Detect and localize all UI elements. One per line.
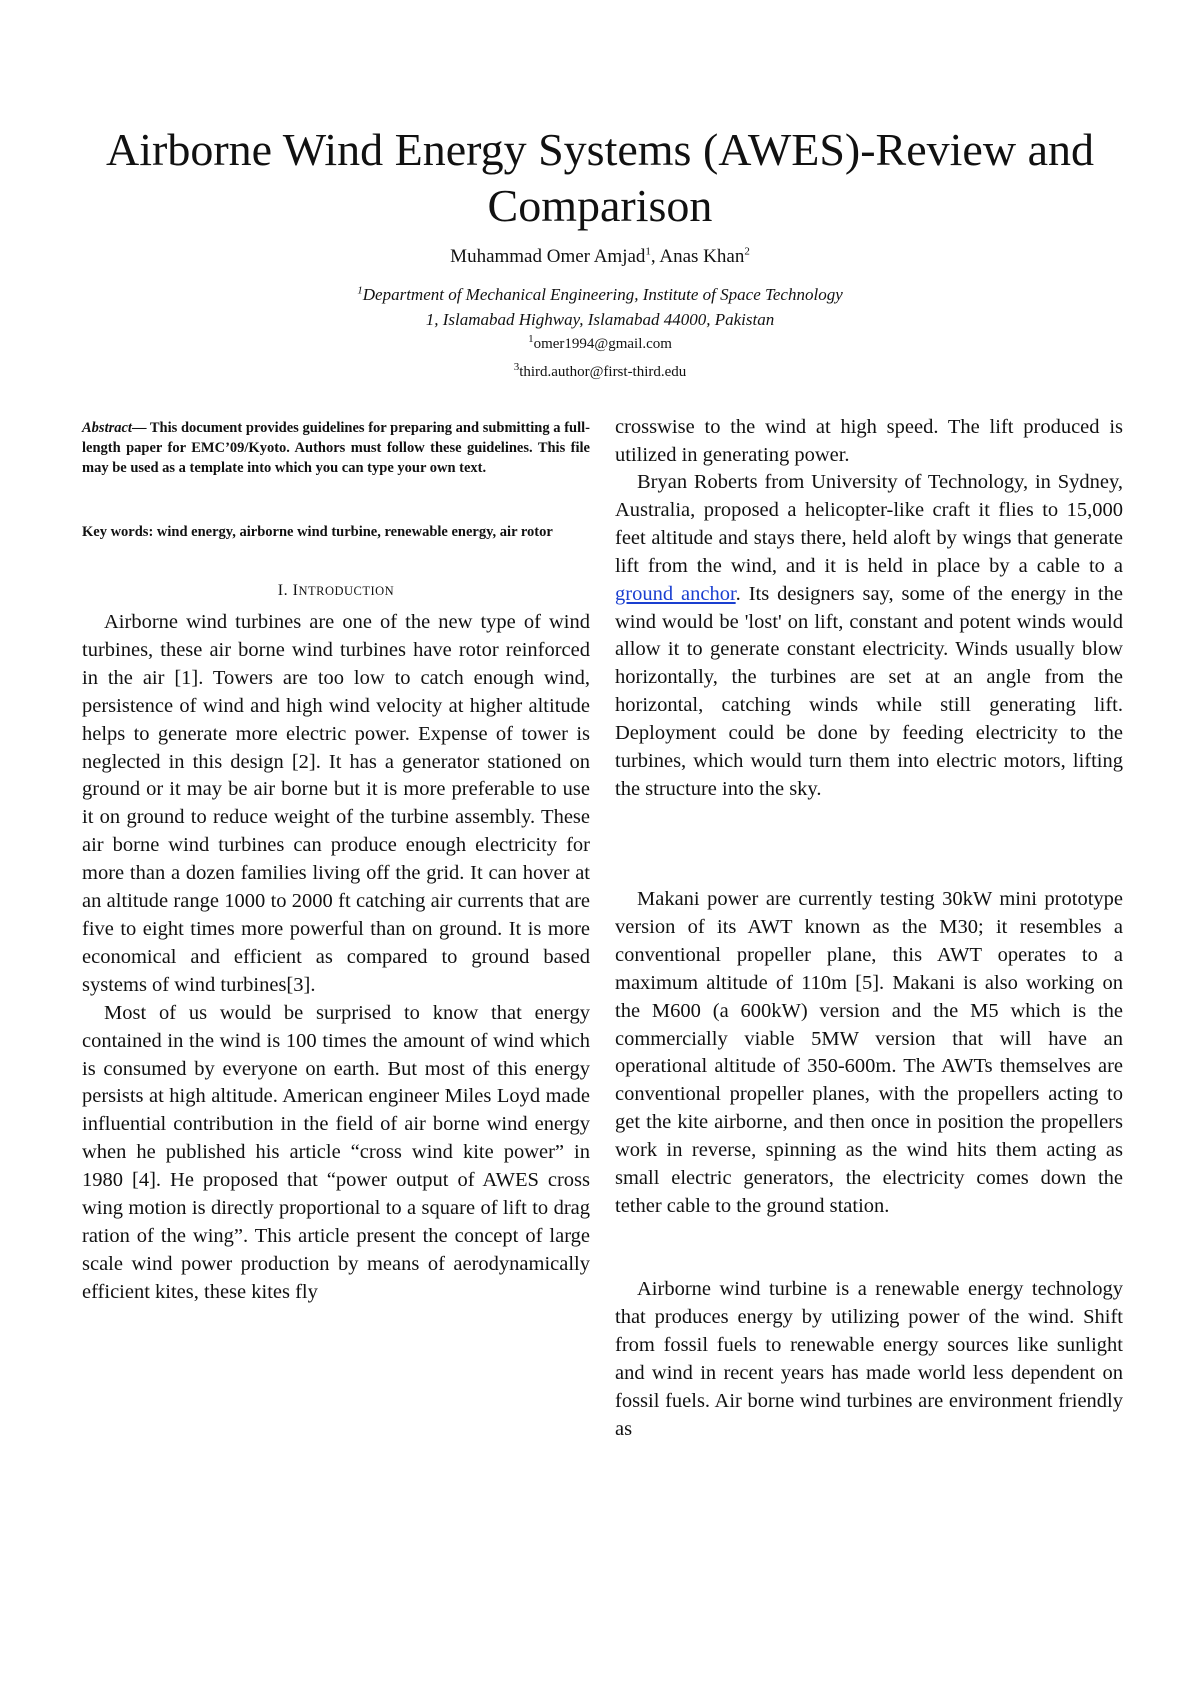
email-1-line (0, 333, 1200, 353)
intro-paragraph-2: Most of us would be surprised to know that energy contained in the wind is 100 times the amount of wind which is consumed by everyone on earth. But most of this energy persists at high altitude. American engineer Miles Loyd made influential contribution in the field of air borne wind energy when he published his article “cross wind kite power” in 1980 [4]. He proposed that “power output of AWES cross wing motion is directly proportional to a square of lift to drag ration of the wing”. This article present the concept of large scale wind power production by means of aerodynamically efficient kites, these kites fly (82, 1001, 590, 1303)
email-1[interactable]: omer1994@gmail.com (533, 336, 672, 352)
abstract-dash: — (131, 420, 147, 436)
abstract-label: Abstract (82, 420, 132, 436)
intro-paragraph-1: Airborne wind turbines are one of the new type of wind turbines, these air borne wind turbines have rotor reinforced in the air [1]. Towers are too low to catch enough wind, persistence of wind and high wind velocity at higher altitude helps to generate more electric power. Expense of tower is neglected in this design [2]. It has a generator stationed on ground or it may be air borne but it is more preferable to use it on ground to reduce weight of the turbine assembly. These air borne wind turbines can produce enough electricity for more than a dozen families living off the grid. It can hover at an altitude range 1000 to 2000 ft catching air currents that are five to eight times more powerful than on ground. It is more economical and efficient as compared to ground based systems of wind turbines[3]. (82, 611, 590, 996)
author-2-sup: 2 (744, 245, 750, 258)
paper-title: Airborne Wind Energy Systems (AWES)-Review and Comparison (106, 124, 1094, 231)
email-2-sup: 3 (513, 361, 520, 373)
affiliation-line-1: $^1$Department of Mechanical Engineering, Institute of Space Technology (357, 284, 843, 304)
affiliation-line-2: 1, Islamabad Highway, Islamabad 44000, Pakistan (425, 310, 775, 329)
affiliation (0, 282, 1200, 332)
ground-anchor-link[interactable]: ground anchor (615, 582, 736, 605)
author-1-sup: 1 (645, 245, 651, 258)
email-2-line (0, 361, 1200, 381)
author-separator: , (650, 246, 660, 267)
right-paragraph-bryan-roberts: Bryan Roberts from University of Technology, in Sydney, Australia, proposed a helicopter-like craft it flies to 15,000 feet altitude and stays there, held aloft by wings that generate lift from the wind, and it is held in place by a cable to a ground anchor. Its designers say, some of the energy in the wind would be 'lost' on lift, constant and potent winds would allow it to generate constant electricity. Winds usually blow horizontally, the turbines are set at an angle from the horizontal, catching winds while still generating lift. Deployment could be done by feeding electricity to the turbines, which would turn them into electric motors, lifting the structure into the sky. (615, 471, 1123, 800)
section-number: I. (277, 582, 289, 599)
left-column-body (82, 609, 590, 1307)
author-2: Anas Khan (659, 246, 745, 267)
right-paragraph-makani: Makani power are currently testing 30kW mini prototype version of its AWT known as the M30; it resembles a conventional propeller plane, this AWT operates to a maximum altitude of 110m [5]. Makani is also working on the M600 (a 600kW) version and the M5 which is the commercially viable 5MW version that will have an operational altitude of 350-600m. The AWTs themselves are conventional propeller planes, with the propellers acting to get the kite airborne, and then once in position the propellers work in reverse, spinning as the wind hits them acting as small electric generators, the electricity comes down the tether cable to the ground station. (615, 888, 1123, 1217)
right-paragraph-continuation: crosswise to the wind at high speed. The lift produced is utilized in generating power. (615, 416, 1123, 466)
affiliation-sup: 1 (357, 284, 363, 297)
email-2[interactable]: third.author@first-third.edu (519, 364, 687, 380)
author-1: Muhammad Omer Amjad (450, 246, 646, 267)
author-line (0, 246, 1200, 268)
abstract-text: This document provides guidelines for preparing and submitting a full-length paper for EMC’09/Kyoto. Authors must follow these guidelines. This file may be used as a template into which you can type your own text. (82, 420, 590, 476)
email-1-sup: 1 (528, 333, 534, 345)
abstract (82, 418, 590, 478)
section-first-letter: I (292, 582, 299, 599)
section-heading-introduction (82, 582, 590, 600)
keywords: Key words: wind energy, airborne wind turbine, renewable energy, air rotor (82, 524, 553, 540)
right-paragraph-renewable: Airborne wind turbine is a renewable energy technology that produces energy by utilizing power of the wind. Shift from fossil fuels to renewable energy sources like sunlight and wind in recent years has made world less dependent on fossil fuels. Air borne wind turbines are environment friendly as (615, 1278, 1123, 1440)
section-title-rest: NTRODUCTION (298, 584, 395, 598)
